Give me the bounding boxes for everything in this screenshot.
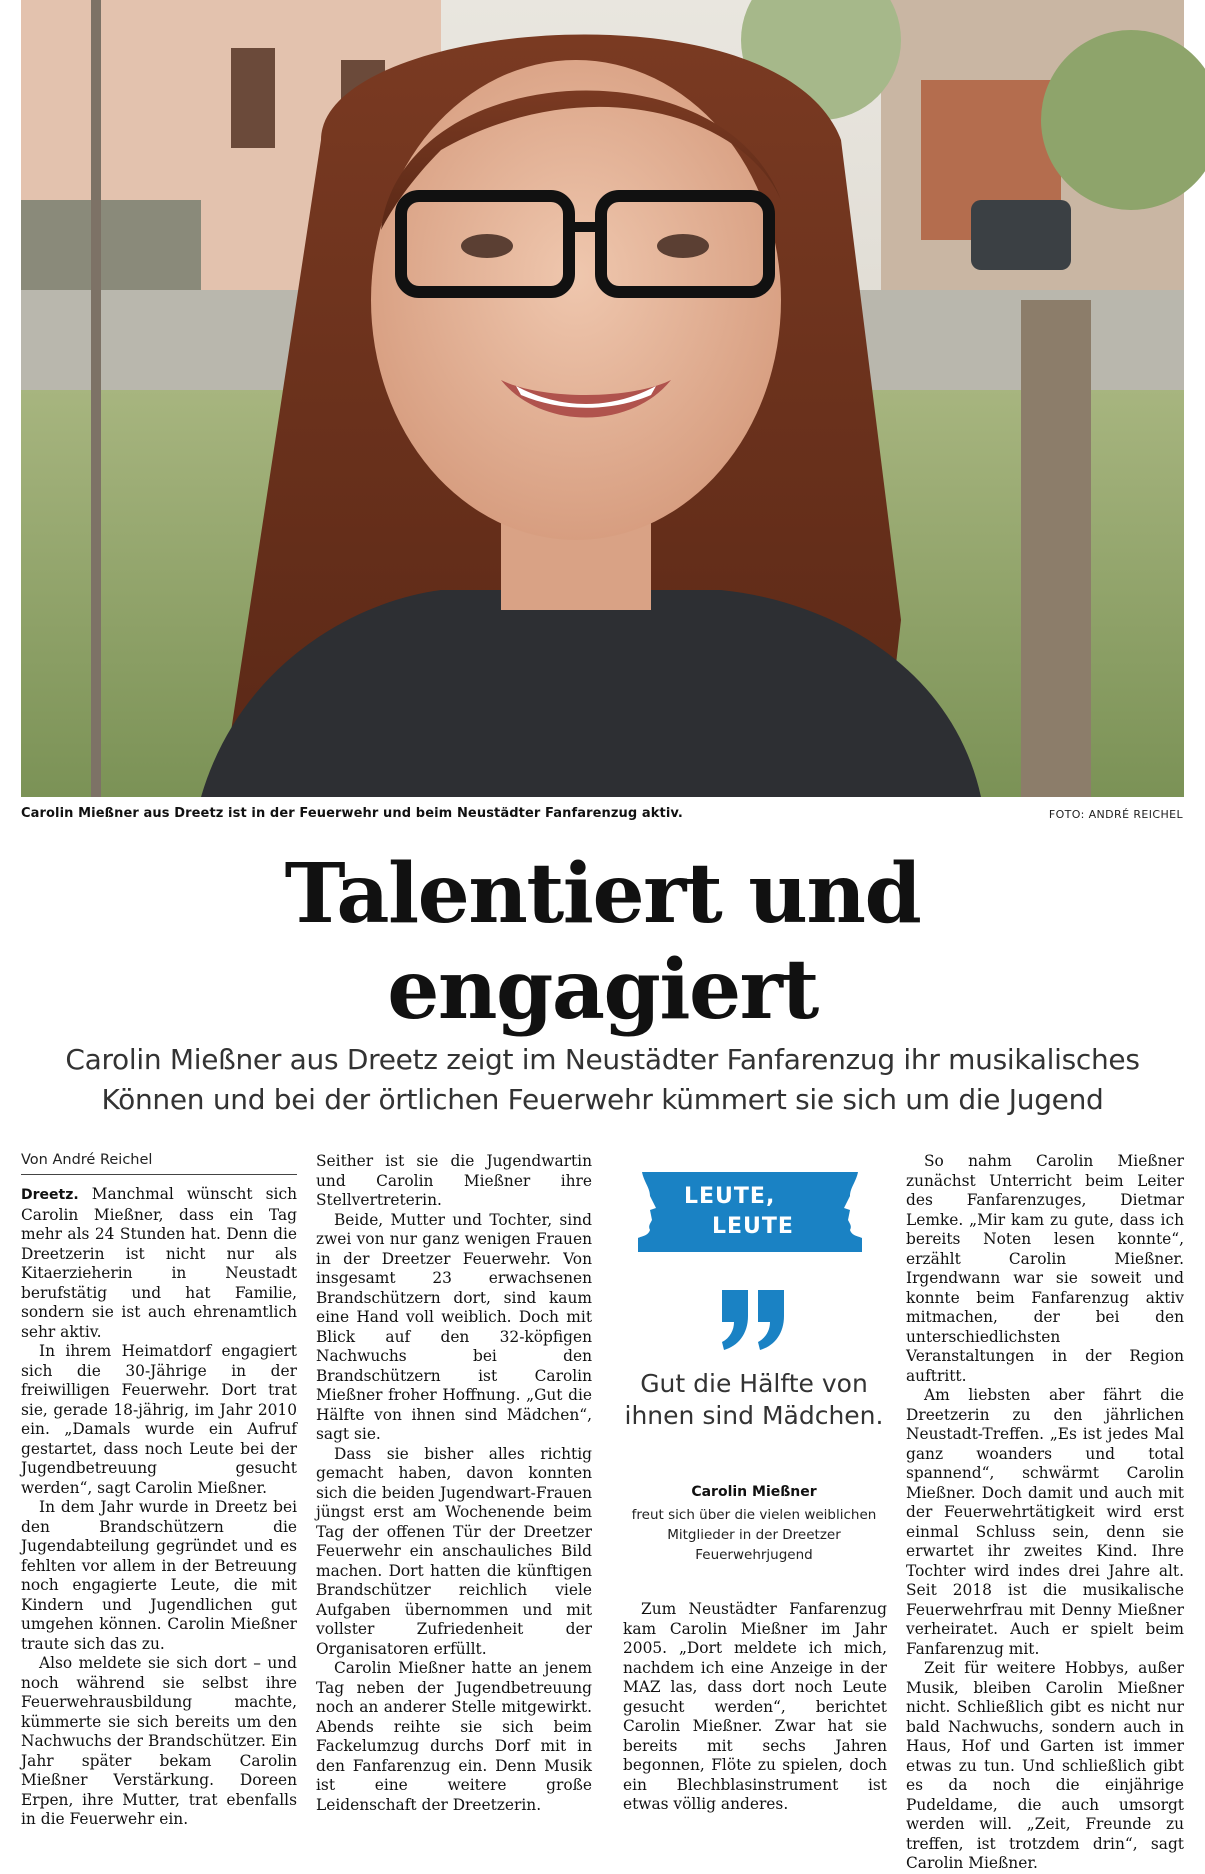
face-profile-left-icon — [624, 1172, 664, 1252]
pull-quote: Gut die Hälfte von ihnen sind Mädchen. — [624, 1369, 884, 1430]
paragraph: Zeit für weitere Hobbys, außer Musik, bleiben Carolin Mießner nicht. Schließlich gibt es nicht nur bald Nachwuchs, sondern auch in Haus, Hof und Garten ist immer etwas zu tun. Und schließlich gibt es da noch die einjährige Pudeldame, die auch umsorgt werden will. „Zeit, Freunde zu treffen, ist trotzdem drin“, sagt Carolin Mießner. — [906, 1659, 1184, 1872]
paragraph: In dem Jahr wurde in Dreetz bei den Brandschützern die Jugendabteilung gegründet und es fehlten vor allem in der Betreuung noch engagierte Leute, die mit Kindern und Jugendlichen gut umgehen können. Carolin Mießner traute sich das zu. — [21, 1498, 297, 1653]
paragraph: Dass sie bisher alles richtig gemacht haben, davon konnten sich die beiden Jugendwart-Frauen jüngst erst am Wochenende beim Tag der offenen Tür der Dreetzer Feuerwehr ein anschauliches Bild machen. Dort hatten die künftigen Brandschützer reichlich viele Aufgaben übernommen und mit vollster Zufriedenheit der Organisatoren erfüllt. — [316, 1444, 592, 1658]
paragraph: In ihrem Heimatdorf engagiert sich die 30-Jährige in der freiwilligen Feuerwehr. Dort trat sie, gerade 18-jährig, im Jahr 2010 ein. „Damals wurde ein Aufruf gestartet, dass noch Leute bei der Jugendbetreuung gesucht werden“, sagt Carolin Mießner. — [21, 1342, 297, 1497]
paragraph: Am liebsten aber fährt die Dreetzerin zu den jährlichen Neustadt-Treffen. „Es ist jedes Mal ganz woanders und total spannend“, schwärmt Carolin Mießner. Doch damit und auch mit der Feuerwehrtätigkeit wird erst einmal Schluss sein, denn sie erwartet ihr zweites Kind. Ihre Tochter wird indes drei Jahre alt. Seit 2018 ist die musikalische Feuerwehrfrau mit Denny Mießner verheiratet. Auch er spielt beim Fanfarenzug mit. — [906, 1386, 1184, 1658]
headline — [0, 846, 1205, 1038]
byline: Von André Reichel — [21, 1152, 297, 1175]
headline-line-2: engagiert — [387, 942, 818, 1038]
paragraph: Carolin Mießner hatte an jenem Tag neben der Jugendbetreuung noch an anderer Stelle mitgewirkt. Abends reihte sie sich beim Fackelumzug durchs Dorf mit in den Fanfarenzug ein. Denn Musik ist eine weitere große Leidenschaft der Dreetzerin. — [316, 1659, 592, 1814]
rubric-line-2: LEUTE — [712, 1214, 794, 1239]
quotation-mark-icon — [718, 1290, 788, 1350]
headline-line-1: Talentiert und — [284, 846, 921, 942]
article-column-1 — [21, 1152, 297, 1828]
rubric-box — [624, 1172, 876, 1252]
subheadline: Carolin Mießner aus Dreetz zeigt im Neustädter Fanfarenzug ihr musikalisches Können und bei der örtlichen Feuerwehr kümmert sie sich um die Jugend — [65, 1043, 1140, 1116]
quote-author: Carolin Mießner — [691, 1484, 817, 1500]
article-column-3 — [623, 1600, 887, 1812]
quote-description: freut sich über die vielen weiblichen Mitglieder in der Dreetzer Feuerwehrjugend — [631, 1507, 877, 1563]
paragraph: Seither ist sie die Jugendwartin und Carolin Mießner ihre Stellvertreterin. — [316, 1152, 592, 1209]
dateline: Dreetz. — [21, 1187, 79, 1203]
paragraph: So nahm Carolin Mießner zunächst Unterricht beim Leiter des Fanfarenzuges, Dietmar Lemke. „Mir kam zu gute, dass ich bereits Noten lesen konnte“, erzählt Carolin Mießner. Irgendwann war sie soweit und konnte beim Fanfarenzug aktiv mitmachen, der bei den unterschiedlichsten Veranstaltungen in der Region auftritt. — [906, 1152, 1184, 1385]
paragraph-text: Manchmal wünscht sich Carolin Mießner, dass ein Tag mehr als 24 Stunden hat. Denn die Dreetzerin ist nicht nur als Kitaerzieherin in Neustadt berufstätig und hat Familie, sondern sie ist auch ehrenamtlich sehr aktiv. — [21, 1185, 297, 1341]
photo-credit: FOTO: ANDRÉ REICHEL — [1048, 808, 1183, 821]
article-column-4 — [906, 1152, 1184, 1872]
face-profile-right-icon — [836, 1172, 876, 1252]
paragraph: Also meldete sie sich dort – und noch während sie selbst ihre Feuerwehrausbildung machte, kümmerte sie sich bereits um den Nachwuchs der Brandschützer. Ein Jahr später bekam Carolin Mießner Verstärkung. Doreen Erpen, ihre Mutter, trat ebenfalls in die Feuerwehr ein. — [21, 1654, 297, 1828]
portrait-photo — [21, 0, 1184, 797]
paragraph: Zum Neustädter Fanfarenzug kam Carolin Mießner im Jahr 2005. „Dort meldete ich mich, nachdem ich eine Anzeige in der MAZ las, dass dort noch Leute gesucht werden“, berichtet Carolin Mießner. Zwar hat sie bereits mit sechs Jahren begonnen, Flöte zu spielen, doch ein Blechblasinstrument ist etwas völlig anderes. — [623, 1600, 887, 1813]
photo-caption: Carolin Mießner aus Dreetz ist in der Feuerwehr und beim Neustädter Fanfarenzug aktiv. — [21, 806, 683, 821]
paragraph — [21, 1185, 297, 1342]
article-column-2 — [316, 1152, 592, 1812]
rubric-line-1: LEUTE, — [684, 1184, 776, 1209]
paragraph: Beide, Mutter und Tochter, sind zwei von nur ganz wenigen Frauen in der Dreetzer Feuerwehr. Von insgesamt 23 erwachsenen Brandschützern dort, sind kaum eine Hand voll weiblich. Doch mit Blick auf den 32-köpfigen Nachwuchs bei den Brandschützern ist Carolin Mießner froher Hoffnung. „Gut die Hälfte von ihnen sind Mädchen“, sagt sie. — [316, 1210, 592, 1443]
